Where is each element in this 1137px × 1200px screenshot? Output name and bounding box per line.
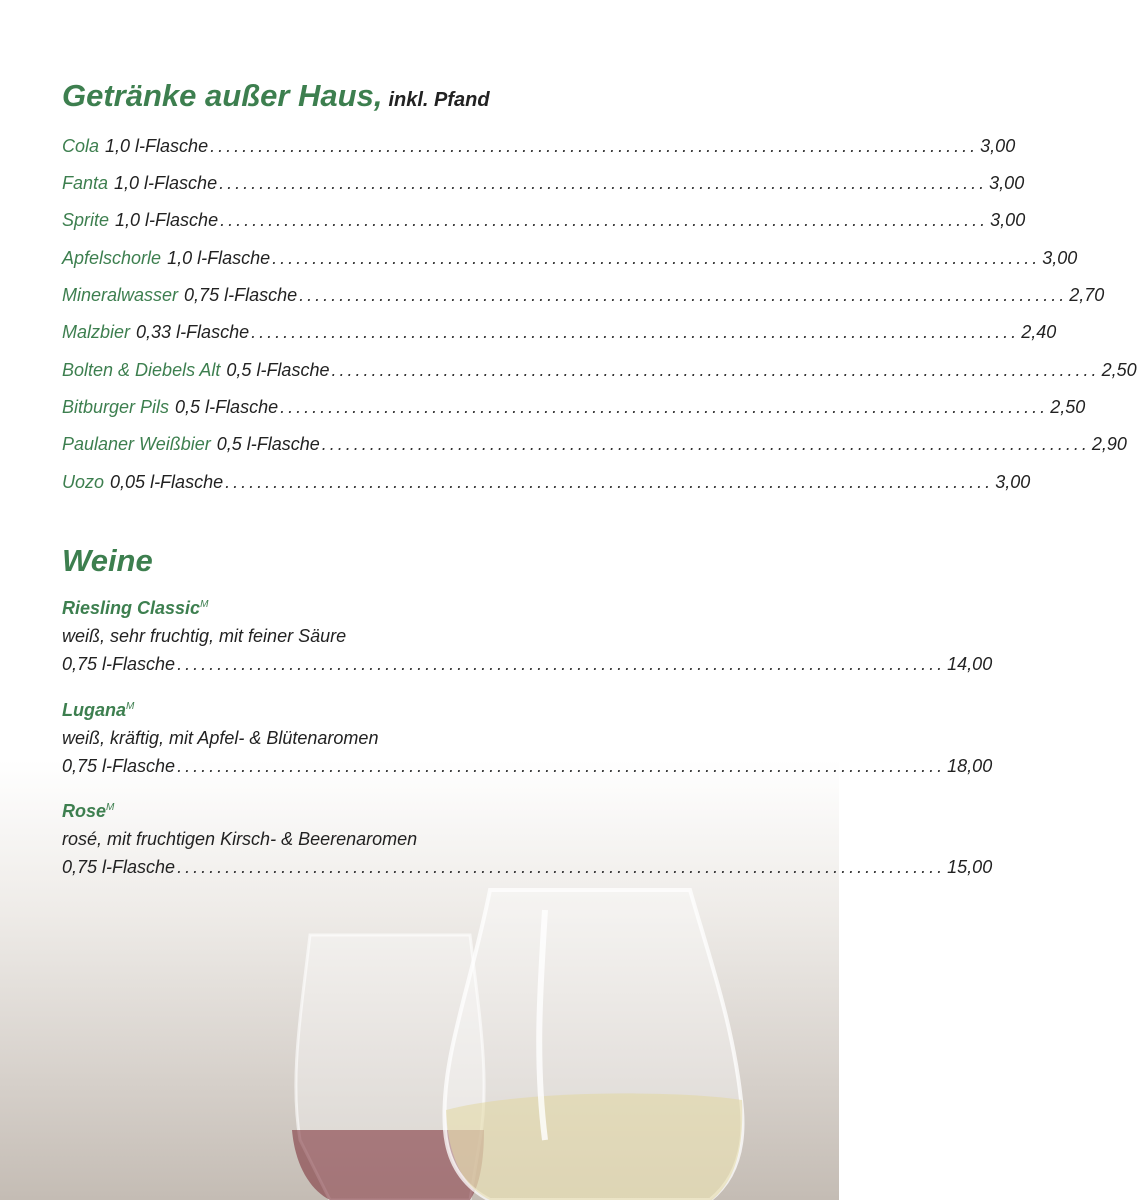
wine-description: weiß, sehr fruchtig, mit feiner Säure <box>62 626 347 646</box>
dot-leader: ................................................................................................ <box>331 360 1100 380</box>
wine-description: rosé, mit fruchtigen Kirsch- & Beerenaromen <box>62 829 418 849</box>
wine-price: 15,00 <box>947 857 993 877</box>
wine-price-row <box>62 654 993 680</box>
drink-name: Bitburger Pils <box>62 397 170 417</box>
wine-price-row <box>62 756 993 782</box>
drink-volume: 1,0 l-Flasche <box>115 210 219 230</box>
drink-price: 3,00 <box>995 472 1031 492</box>
drink-row <box>62 136 1016 162</box>
drink-name: Apfelschorle <box>62 248 162 268</box>
dot-leader: ................................................................................................ <box>220 210 989 230</box>
wine-volume: 0,75 l-Flasche <box>62 756 176 776</box>
drink-price: 3,00 <box>980 136 1016 156</box>
dot-leader: ................................................................................................ <box>177 756 946 776</box>
wine-name <box>62 801 114 822</box>
drink-volume: 0,05 l-Flasche <box>110 472 224 492</box>
drink-name: Fanta <box>62 173 109 193</box>
dot-leader: ................................................................................................ <box>210 136 979 156</box>
drink-row <box>62 210 1026 236</box>
dot-leader: ................................................................................................ <box>177 654 946 674</box>
drinks-heading <box>62 78 490 114</box>
drink-row <box>62 434 1127 460</box>
dot-leader: ................................................................................................ <box>225 472 994 492</box>
wine-name <box>62 700 134 721</box>
dot-leader: ................................................................................................ <box>299 285 1068 305</box>
drink-price: 2,70 <box>1069 285 1105 305</box>
dot-leader: ................................................................................................ <box>272 248 1041 268</box>
drink-volume: 0,5 l-Flasche <box>175 397 279 417</box>
wine-mark: M <box>126 701 135 712</box>
dot-leader: ................................................................................................ <box>280 397 1049 417</box>
wine-description: weiß, kräftig, mit Apfel- & Blütenaromen <box>62 728 379 748</box>
wine-glasses-background <box>0 760 839 1200</box>
drink-volume: 0,75 l-Flasche <box>184 285 298 305</box>
drink-row <box>62 360 1137 386</box>
drink-price: 2,50 <box>1101 360 1137 380</box>
wine-name-text: Rose <box>62 801 107 821</box>
drink-price: 2,40 <box>1021 322 1057 342</box>
drink-volume: 1,0 l-Flasche <box>167 248 271 268</box>
drink-row <box>62 322 1057 348</box>
drink-price: 2,50 <box>1050 397 1086 417</box>
dot-leader: ................................................................................................ <box>321 434 1090 454</box>
wine-glasses-image <box>0 760 839 1200</box>
wines-title: Weine <box>62 543 153 578</box>
drink-name: Malzbier <box>62 322 131 342</box>
wine-price: 18,00 <box>947 756 993 776</box>
drink-volume: 0,5 l-Flasche <box>216 434 320 454</box>
drink-name: Uozo <box>62 472 105 492</box>
drink-name: Sprite <box>62 210 110 230</box>
drink-row <box>62 397 1086 423</box>
drink-volume: 1,0 l-Flasche <box>105 136 209 156</box>
dot-leader: ................................................................................................ <box>219 173 988 193</box>
drink-row <box>62 173 1025 199</box>
wine-volume: 0,75 l-Flasche <box>62 857 176 877</box>
drink-volume: 1,0 l-Flasche <box>114 173 218 193</box>
drinks-subtitle: inkl. Pfand <box>388 89 490 111</box>
drink-name: Cola <box>62 136 100 156</box>
drink-name: Bolten & Diebels Alt <box>62 360 221 380</box>
wine-name-text: Lugana <box>62 700 127 720</box>
drink-price: 3,00 <box>1042 248 1078 268</box>
wine-name-text: Riesling Classic <box>62 598 201 618</box>
wine-volume: 0,75 l-Flasche <box>62 654 176 674</box>
drink-volume: 0,33 l-Flasche <box>136 322 250 342</box>
drink-price: 2,90 <box>1091 434 1127 454</box>
drink-row <box>62 248 1078 274</box>
dot-leader: ................................................................................................ <box>251 322 1020 342</box>
wine-price: 14,00 <box>947 654 993 674</box>
drink-price: 3,00 <box>990 210 1026 230</box>
dot-leader: ................................................................................................ <box>177 857 946 877</box>
drink-row <box>62 285 1105 311</box>
drink-volume: 0,5 l-Flasche <box>226 360 330 380</box>
wine-mark: M <box>106 802 115 813</box>
drink-price: 3,00 <box>989 173 1025 193</box>
drink-row <box>62 472 1031 498</box>
wine-mark: M <box>200 599 209 610</box>
drink-name: Paulaner Weißbier <box>62 434 211 454</box>
wine-price-row <box>62 857 993 883</box>
wine-name <box>62 598 208 619</box>
drinks-title: Getränke außer Haus, <box>62 78 383 113</box>
drink-name: Mineralwasser <box>62 285 179 305</box>
